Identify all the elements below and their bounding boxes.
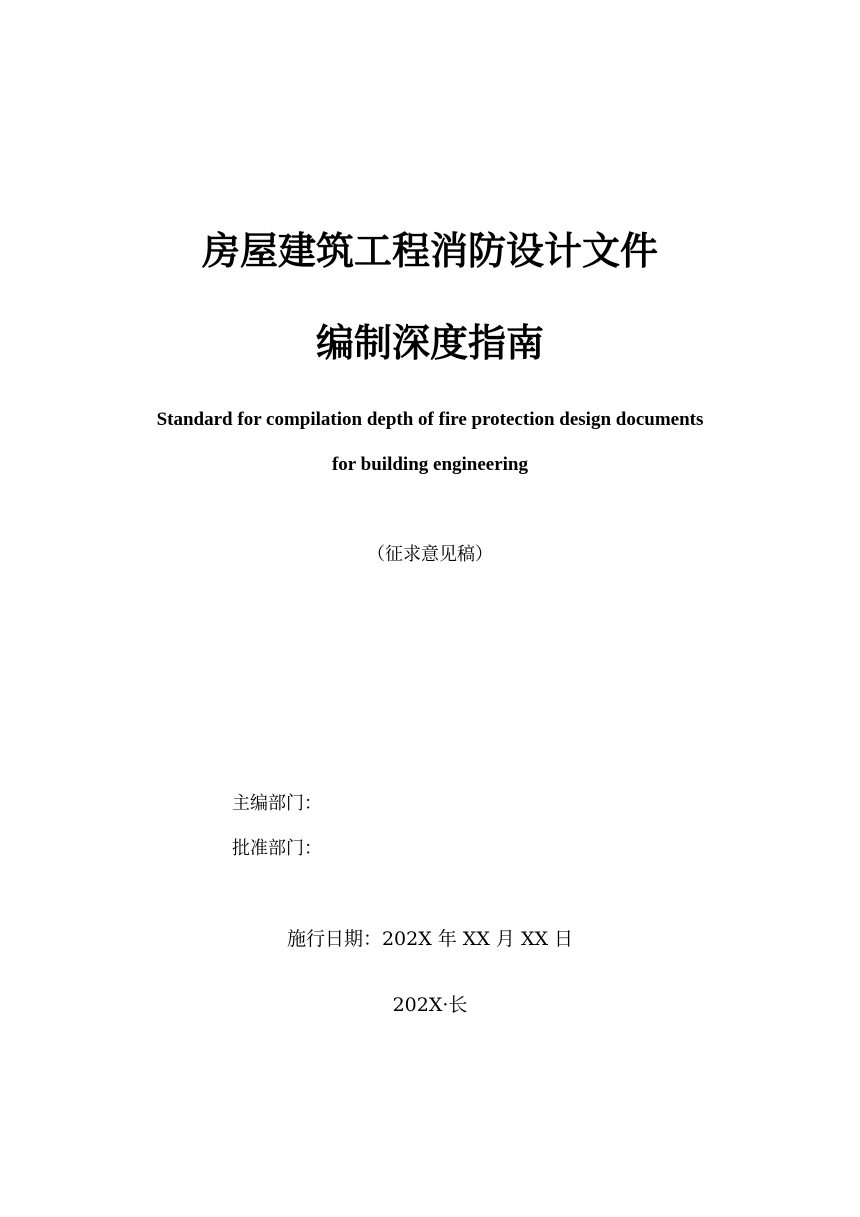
chinese-title-line-1: 房屋建筑工程消防设计文件 [201, 229, 658, 273]
draft-status-label: （征求意见稿） [367, 544, 493, 565]
chinese-title-line-2: 编制深度指南 [315, 321, 544, 365]
english-title-line-2: for building engineering [331, 454, 528, 475]
effective-date-line: 施行日期：202X 年 XX 月 XX 日 [286, 928, 574, 950]
approver-department-label: 批准部门： [232, 838, 322, 859]
english-title-line-1: Standard for compilation depth of fire protection design documents [156, 409, 704, 430]
issue-year-line: 202X·长 [392, 994, 468, 1016]
editor-department-label: 主编部门： [232, 793, 322, 814]
